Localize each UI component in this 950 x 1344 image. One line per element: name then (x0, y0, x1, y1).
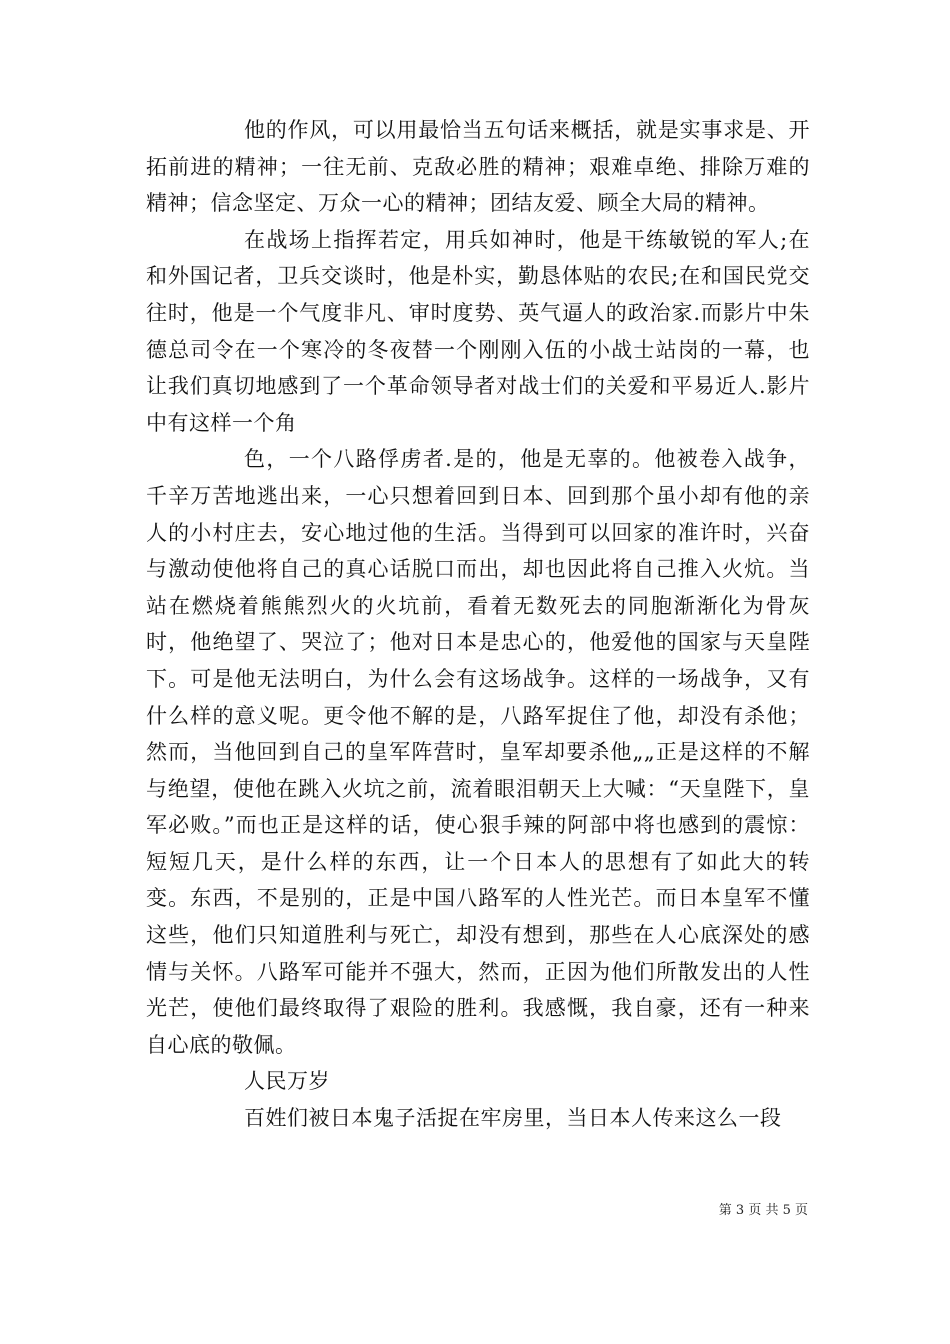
document-body (146, 112, 810, 1137)
page-number-footer: 第 3 页 共 5 页 (718, 1203, 808, 1218)
paragraph-prisoner: 色，一个八路俘虏者.是的，他是无辜的。他被卷入战争，千辛万苦地逃出来，一心只想着回到日本、回到那个虽小却有他的亲人的小村庄去，安心地过他的生活。当得到可以回家的准许时，兴奋与激动使他将自己的真心话脱口而出，却也因此将自己推入火炕。当站在燃烧着熊熊烈火的火坑前，看着无数死去的同胞渐渐化为骨灰时，他绝望了、哭泣了；他对日本是忠心的，他爱他的国家与天皇陛下。可是他无法明白，为什么会有这场战争。这样的一场战争，又有什么样的意义呢。更令他不解的是，八路军捉住了他，却没有杀他；然而，当他回到自己的皇军阵营时，皇军却要杀他„„正是这样的不解与绝望，使他在跳入火坑之前，流着眼泪朝天上大喊：“天皇陛下，皇军必败。”而也正是这样的话，使心狠手辣的阿部中将也感到的震惊：短短几天，是什么样的东西，让一个日本人的思想有了如此大的转变。东西，不是别的，正是中国八路军的人性光芒。而日本皇军不懂这些，他们只知道胜利与死亡，却没有想到，那些在人心底深处的感情与关怀。八路军可能并不强大，然而，正因为他们所散发出的人性光芒，使他们最终取得了艰险的胜利。我感慨，我自豪，还有一种来自心底的敬佩。 (146, 447, 810, 1057)
paragraph-style: 他的作风，可以用最恰当五句话来概括，就是实事求是、开拓前进的精神；一往无前、克敌必胜的精神；艰难卓绝、排除万难的精神；信念坚定、万众一心的精神；团结友爱、顾全大局的精神。 (146, 118, 810, 216)
paragraph-villagers: 百姓们被日本鬼子活捉在牢房里，当日本人传来这么一段 (244, 1106, 782, 1131)
paragraph-battlefield: 在战场上指挥若定，用兵如神时，他是干练敏锐的军人;在和外国记者，卫兵交谈时，他是朴实，勤恳体贴的农民;在和国民党交往时，他是一个气度非凡、审时度势、英气逼人的政治家.而影片中朱德总司令在一个寒冷的冬夜替一个刚刚入伍的小战士站岗的一幕，也让我们真切地感到了一个革命领导者对战士们的关爱和平易近人.影片中有这样一个角 (146, 227, 810, 435)
section-heading: 人民万岁 (244, 1069, 330, 1094)
